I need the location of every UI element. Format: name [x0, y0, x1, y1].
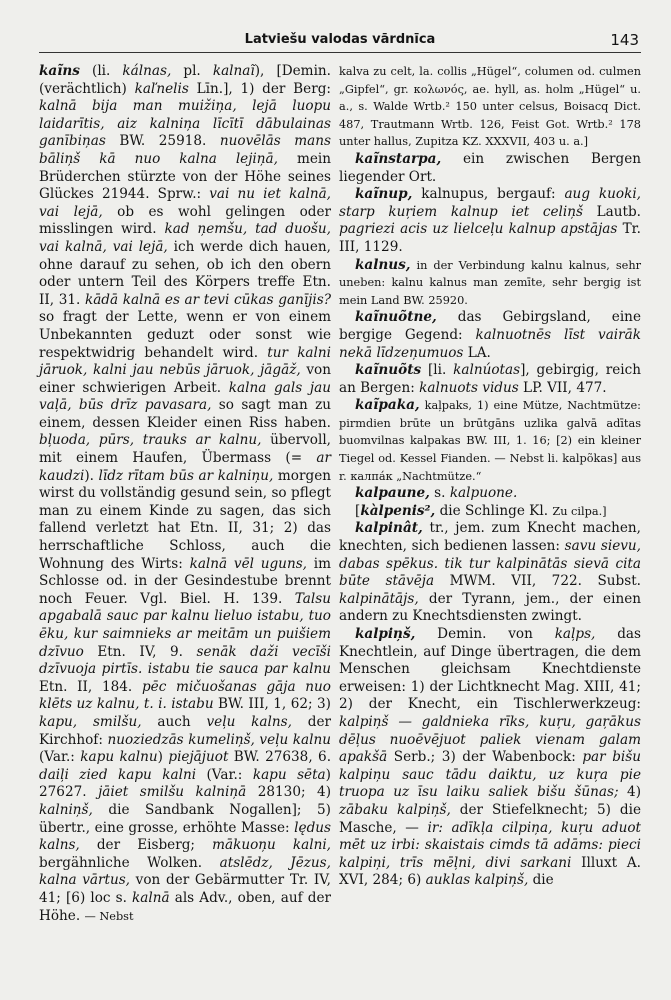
- example-text: kalnaĩ: [212, 63, 255, 79]
- example-text: veļu kalns,: [206, 713, 292, 730]
- example-text: kapu, smilšu,: [39, 713, 142, 730]
- example-text: kalna gals jau vaļā, būs drīz pavasara,: [39, 379, 331, 414]
- headword: kalpinât,: [355, 520, 423, 537]
- example-text: līdz rītam būs ar kalniņu,: [98, 467, 274, 484]
- example-text: pagriezi acis uz lielceļu kalnup apstājas: [339, 221, 618, 238]
- example-text: piejājuot: [168, 749, 229, 766]
- entry-text: die Sandbank Nogallen]; 5) übertr., eine grosse, erhöhte Masse:: [39, 801, 331, 836]
- entry-text: ).: [84, 467, 99, 484]
- entry-text: bergähnliche Wolken.: [39, 854, 220, 871]
- entry-text: 4): [618, 784, 641, 801]
- example-text: aug kuoki, starp kuŗiem kalnup iet celiņš: [339, 186, 641, 220]
- entry-text: LA.: [463, 344, 491, 361]
- right-column: [339, 63, 641, 925]
- example-text: lędus kalns,: [39, 819, 331, 854]
- example-text: kalpiņš — galdnieka rīks, kuŗu, gaŗākus dēļus nuoēvējuot paliek vienam galam apakšā: [339, 713, 641, 766]
- entry-text: das Gebirgsland, eine bergige Gegend:: [339, 309, 641, 343]
- dictionary-entry: [339, 362, 641, 397]
- example-text: kalniņš,: [39, 801, 93, 818]
- example-text: atslēdz, Jēzus, kalna vārtus,: [39, 854, 331, 889]
- headword: kaĩnstarpa,: [355, 150, 442, 167]
- example-text: jāiet smilšu kalniņā: [98, 784, 247, 801]
- entry-text: der Tyrann, jem., der einen andern zu Knechtsdiensten zwingt.: [339, 590, 641, 625]
- example-text: par bišu kalpiņu sauc tādu daiktu, uz kuŗa pie truopa uz īsu laiku saliek bišu šūnas;: [339, 749, 641, 801]
- dictionary-entry: [39, 63, 331, 925]
- entry-text: der Stiefelknecht; 5) die Masche, —: [339, 801, 641, 836]
- dictionary-entry: [339, 397, 641, 485]
- headword: kaĩnuõtne,: [355, 309, 437, 326]
- dictionary-entry: [339, 626, 641, 890]
- headword: kaĩns: [39, 63, 80, 79]
- entry-text: das Knechtlein, auf Dinge übertragen, die dem Menschen gleichsam Knechtdienste erweisen: 1) der Lichtknecht Mag. XIII, 41; 2) der Knecht, ein Tischlerwerkzeug:: [339, 626, 641, 713]
- example-text: mākuoņu kalni,: [212, 837, 331, 854]
- entry-text: von einer schwierigen Arbeit.: [39, 362, 331, 396]
- example-text: = ar kaudzi: [39, 450, 331, 484]
- entry-text: mein Brüderchen stürzte von der Höhe seines Glückes 21944. Sprw.:: [39, 150, 331, 203]
- entry-text: pl.: [171, 63, 213, 79]
- entry-text: der Kirchhof:: [39, 713, 332, 748]
- example-text: kaľnelis: [134, 80, 189, 97]
- entry-text: so fragt der Lette, wenn er von einem Unbekannten geduzt oder sonst wie respektwidrig behandelt wird.: [39, 309, 331, 361]
- entry-text: tr., jem. zum Knecht machen, knechten, sich bedienen lassen:: [339, 520, 641, 555]
- dictionary-entry: [339, 63, 641, 151]
- running-header: [39, 30, 641, 53]
- entry-text: morgen wirst du vollständig gesund sein, so pflegt man zu einem Kinde zu sagen, das sich fallend verletzt hat Etn. II, 31; 2) das herrschaftliche Schloss, auch die Wohnung des Wirts:: [39, 467, 331, 572]
- entry-text: der Eisberg;: [79, 837, 213, 854]
- entry-text: von der Gebärmutter Tr. IV, 41; [6) loc s.: [39, 872, 331, 906]
- entry-text: (Var.:: [196, 766, 253, 783]
- entry-text: kalnupus, bergauf:: [412, 186, 565, 203]
- entry-text: BW. 25918.: [105, 133, 220, 150]
- page-number: 143: [610, 31, 639, 49]
- example-text: savu sievu, dabas spēkus. tik tur kalpinātās sievā cita būte stāvēja: [339, 538, 641, 590]
- entry-text: LP. VII, 477.: [518, 379, 607, 396]
- headword: kalpaune,: [355, 485, 430, 502]
- entry-text: ein zwischen Bergen liegender Ort.: [339, 150, 641, 185]
- small-text: kaļpaks, 1) eine Mütze, Nachtmütze: pirmdien brūte un brūtgāns uzlika galvā adītas buomvilnas kalpakas BW. III, 1. 16; [2) ein kleiner Tiegel od. Kessel Fianden. — Nebst li. kalpõkas] aus r. калпáк „Nachtmütze.“: [339, 399, 641, 483]
- entry-text: ): [157, 749, 169, 766]
- entry-text: Serb.; 3) der Wabenbock:: [387, 749, 583, 766]
- example-text: kad ņemšu, tad duošu, vai kalnā, vai lejā,: [39, 221, 331, 255]
- example-text: kalnā bija man muižiņa, lejā luopu laidarītis, aiz kalniņa līcītī dābulainas ganībiņas: [39, 98, 331, 150]
- small-text: in der Verbindung kalnu kalnus, sehr uneben: kalnu kalnus man zemīte, sehr bergig ist mein Land BW. 25920.: [339, 258, 641, 307]
- entry-text: Tr. III, 1129.: [339, 221, 641, 255]
- entry-text: (Var.:: [39, 749, 81, 766]
- entry-text: ], gebirgig, reich an Bergen:: [339, 362, 641, 396]
- entry-text: die: [528, 872, 554, 889]
- small-text: kalva zu celt, la. collis „Hügel“, columen od. culmen „Gipfel“, gr. κολωνός, ae. hyll, as. holm „Hügel“ u. a., s. Walde Wrtb.² 150 unter celsus, Boisacq Dict. 487, Trautmann Wrtb. 126, Feist Got. Wrtb.² 178 unter hallus, Zupitza KZ. XXXVII, 403 u. a.]: [339, 65, 641, 149]
- example-text: vai nu iet kalnā, vai lejā,: [39, 186, 331, 220]
- entry-text: (li.: [79, 63, 123, 79]
- entry-text: die Schlinge Kl.: [435, 502, 553, 519]
- example-text: Talsu apgabalā sauc par kalnu lieluo istabu, tuo ēku, kur saimnieks ar meitām un puišiem dzīvuo: [39, 590, 331, 660]
- entry-text: Etn. II, 184.: [39, 678, 142, 695]
- example-text: kalnā: [132, 889, 170, 906]
- entry-text: s.: [429, 485, 450, 502]
- entry-text: Illuxt A. XVI, 284; 6): [339, 854, 641, 889]
- entry-text: 28130; 4): [246, 784, 332, 801]
- example-text: bļuoda, pūrs, trauks ar kalnu,: [39, 432, 262, 449]
- entry-text: BW. III, 1, 62; 3): [213, 696, 331, 713]
- example-text: daiļi zied kapu kalni: [39, 766, 197, 783]
- example-text: kalnuots vidus: [419, 379, 519, 396]
- entry-text: ), [Demin. (verächtlich): [39, 63, 332, 97]
- entry-text: übervoll, mit einem Haufen, Übermass (: [39, 432, 332, 467]
- example-text: t. i. istabu: [143, 696, 214, 713]
- entry-text: im Schlosse od. in der Gesindestube brennt noch Feuer. Vgl. Biel. H. 139.: [39, 555, 332, 607]
- headword: kaĩpaka,: [355, 397, 420, 414]
- dictionary-entry: [339, 309, 641, 362]
- left-column: [39, 63, 331, 925]
- example-text: tur kalni jāruok, kalni jau nebūs jāruok, jāgāž,: [39, 344, 331, 379]
- example-text: nuovēlās mans bāliņš kā nuo kalna lejiņā,: [39, 133, 331, 167]
- headword: kalpiņš,: [355, 626, 416, 642]
- page-title: Latviešu valodas vārdnīca: [244, 32, 436, 47]
- dictionary-entry: [339, 257, 641, 310]
- entry-text: BW. 27638, 6.: [228, 749, 332, 766]
- entry-text: MWM. VII, 722. Subst.: [434, 573, 642, 590]
- text-columns: [39, 63, 641, 925]
- dictionary-entry: [339, 503, 641, 521]
- entry-text: als Adv., oben, auf der Höhe.: [39, 889, 331, 924]
- entry-text: Lautb.: [582, 203, 641, 220]
- example-text: kalnúotas: [453, 362, 521, 379]
- small-text: — Nebst: [84, 909, 134, 923]
- entry-text: ich werde dich hauen, ohne darauf zu sehen, ob ich den obern oder untern Teil des Körpers treffe Etn. II, 31.: [39, 238, 331, 308]
- example-text: kaļps,: [554, 626, 596, 642]
- dictionary-entry: [339, 186, 641, 256]
- small-text: Zu cilpa.]: [552, 504, 607, 518]
- example-text: kalnā vēl uguns,: [189, 555, 307, 572]
- example-text: kalnuotnēs līst vairāk nekā līdzeņumuos: [339, 326, 641, 361]
- example-text: zābaku kalpiņš,: [339, 801, 451, 818]
- entry-text: so sagt man zu einem, dessen Kleider einen Riss haben.: [39, 397, 331, 431]
- example-text: kapu kalnu: [80, 749, 158, 766]
- example-text: auklas kalpiņš,: [425, 872, 529, 889]
- entry-text: Līn.], 1) der Berg:: [188, 80, 331, 97]
- example-text: kálnas,: [122, 63, 172, 79]
- headword: kaĩnuõts: [355, 362, 422, 379]
- example-text: kādā kalnā es ar tevi cūkas ganījis?: [84, 291, 332, 308]
- dictionary-entry: [339, 485, 641, 503]
- entry-text: ob es wohl gelingen oder misslingen wird.: [39, 203, 331, 238]
- entry-text: [li.: [421, 362, 454, 379]
- dictionary-entry: [339, 520, 641, 626]
- entry-text: [: [355, 502, 361, 519]
- headword: kàlpenis²,: [360, 502, 436, 519]
- entry-text: Demin. von: [415, 626, 555, 642]
- entry-text: ) 27627.: [39, 766, 331, 801]
- entry-text: auch: [141, 713, 207, 730]
- example-text: kalpinātājs,: [339, 590, 419, 607]
- example-text: nuoziedzās kumeliņš, veļu kalnu: [107, 731, 331, 748]
- entry-text: Etn. IV, 9.: [83, 643, 197, 660]
- example-text: senāk daži vecīši dzīvuoja pirtīs. istabu tie sauca par kalnu: [39, 643, 331, 678]
- example-text: pēc mičuošanas gāja nuo klēts uz kalnu,: [39, 678, 331, 713]
- example-text: ir: adīkļa cilpiņa, kuŗu aduot mēt uz irbi: skaistais cimds tā adāms: pieci kalpiņi, trīs mēļni, divi sarkani: [339, 819, 641, 871]
- example-text: kapu sēta: [252, 766, 326, 783]
- dictionary-entry: [339, 151, 641, 186]
- example-text: kalpuone.: [449, 485, 518, 502]
- headword: kalnus,: [355, 256, 411, 273]
- headword: kaĩnup,: [355, 186, 413, 203]
